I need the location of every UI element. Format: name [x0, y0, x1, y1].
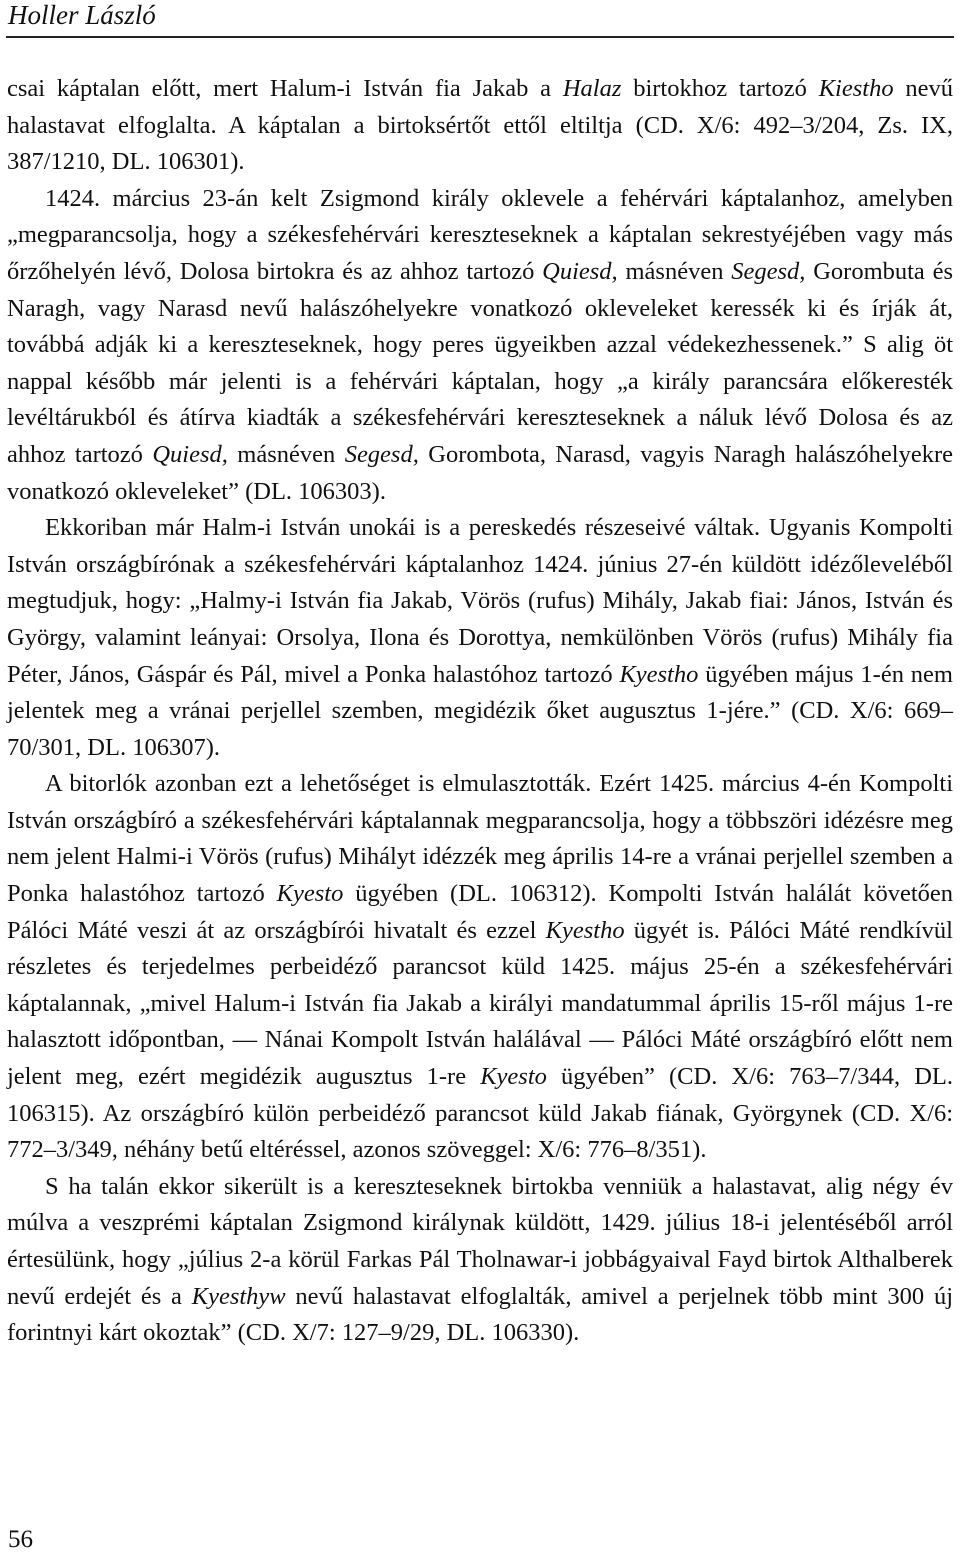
italic-place-name: Segesd,: [344, 440, 419, 468]
italic-place-name: Kyestho: [619, 660, 699, 688]
text-run: másnéven: [617, 257, 732, 285]
page-number: 56: [8, 1526, 33, 1553]
italic-place-name: Kiestho: [818, 75, 894, 102]
text-run: ügyében május 1-én nem jelentek meg a vránai perjellel szemben, megidézik őket augusztus 1-jére.” (CD. X/6: 669–70/301, DL. 106307).: [7, 660, 953, 761]
italic-place-name: Kyesto: [276, 880, 344, 908]
running-header-author: Holler László: [8, 0, 156, 30]
italic-place-name: Segesd,: [731, 257, 806, 285]
italic-place-name: Kyesthyw: [191, 1282, 286, 1310]
text-run: csai káptalan előtt, mert Halum-i István fia Jakab a: [7, 75, 563, 102]
text-run: 1424. március 23-án kelt Zsigmond király oklevele a fehérvári káptalanhoz, amelyben „megparancsolja, hogy a székesfehérvári kereszteseknek a káptalan sekrestyéjében vagy más őrzőhelyén lévő, Dolosa birtokra és az ahhoz tartozó: [7, 184, 953, 285]
page-body: [7, 71, 953, 1352]
text-run: Ekkoriban már Halm-i István unokái is a pereskedés részeseivé váltak. Ugyanis Kompolti István országbírónak a székesfehérvári káptalanhoz 1424. június 27-én küldött idézőleveléből megtudjuk, hogy: „Halmy-i István fia Jakab, Vörös (rufus) Mihály, Jakab fiai: János, István és György, valamint leányai: Orsolya, Ilona és Dorottya, nemkülönben Vörös (rufus) Mihály fia Péter, János, Gáspár és Pál, mivel a Ponka halastóhoz tartozó: [7, 514, 953, 688]
header-rule: [6, 36, 954, 38]
text-run: Gorombota, Narasd, vagyis Naragh halászóhelyekre vonatkozó okleveleket” (DL. 106303).: [7, 440, 954, 505]
text-run: nevű halastavat elfoglalták, amivel a perjelnek több mint 300 új forintnyi kárt okoztak” (CD. X/7: 127–9/29, DL. 106330).: [7, 1282, 953, 1347]
paragraph: [7, 181, 953, 510]
text-run: Gorombuta és Naragh, vagy Narasd nevű halászóhelyekre vonatkozó okleveleket keressék ki és írják át, továbbá adják ki a kereszteseknek, hogy peres ügyeikben azzal védekezhessenek.” S alig öt nappal később már jelenti is a fehérvári káptalan, hogy „a király parancsára előkeresték levéltárukból és átírva kiadták a székesfehérvári kereszteseknek a náluk lévő Dolosa és az ahhoz tartozó: [7, 257, 954, 468]
paragraph: [7, 71, 953, 181]
text-run: A bitorlók azonban ezt a lehetőséget is elmulasztották. Ezért 1425. március 4-én Kompolti István országbíró a székesfehérvári káptalannak megparancsolja, hogy a többszöri idézésre meg nem jelent Halmi-i Vörös (rufus) Mihályt idézzék meg április 14-re a vránai perjellel szemben a Ponka halastóhoz tartozó: [7, 770, 953, 908]
italic-place-name: Kyesto: [480, 1063, 547, 1091]
text-run: másnéven: [227, 440, 345, 468]
text-run: ügyében (DL. 106312). Kompolti István halálát követően Pálóci Máté veszi át az országbírói hivatalt és ezzel: [7, 880, 953, 944]
paragraph: [7, 510, 953, 766]
text-run: nevű halastavat elfoglalta. A káptalan a birtoksértőt ettől eltiltja (CD. X/6: 492–3/204, Zs. IX, 387/1210, DL. 106301).: [7, 75, 953, 176]
italic-place-name: Quiesd,: [152, 440, 228, 468]
italic-place-name: Halaz: [562, 75, 622, 102]
text-run: ügyét is. Pálóci Máté rendkívül részletes és terjedelmes perbeidéző parancsot küld 1425. május 25-én a székesfehérvári káptalannak, „mivel Halum-i István fia Jakab a királyi mandatummal április 15-ről május 1-re halasztott időpontban, — Nánai Kompolt István halálával — Pálóci Máté országbíró előtt nem jelent meg, ezért megidézik augusztus 1-re: [7, 916, 953, 1091]
paragraph: [7, 766, 953, 1169]
text-run: ügyében” (CD. X/6: 763–7/344, DL. 106315). Az országbíró külön perbeidéző parancsot küld Jakab fiának, Györgynek (CD. X/6: 772–3/349, néhány betű eltéréssel, azonos szöveggel: X/6: 776–8/351).: [7, 1063, 953, 1164]
paragraph: [7, 1169, 953, 1352]
italic-place-name: Quiesd,: [542, 257, 618, 285]
text-run: birtokhoz tartozó: [621, 75, 819, 102]
italic-place-name: Kyestho: [545, 916, 625, 944]
text-run: S ha talán ekkor sikerült is a kereszteseknek birtokba venniük a halastavat, alig négy év múlva a veszprémi káptalan Zsigmond királynak küldött, 1429. július 18-i jelentéséből arról értesülünk, hogy „július 2-a körül Farkas Pál Tholnawar-i jobbágyaival Fayd birtok Althalberek nevű erdejét és a: [7, 1172, 953, 1310]
